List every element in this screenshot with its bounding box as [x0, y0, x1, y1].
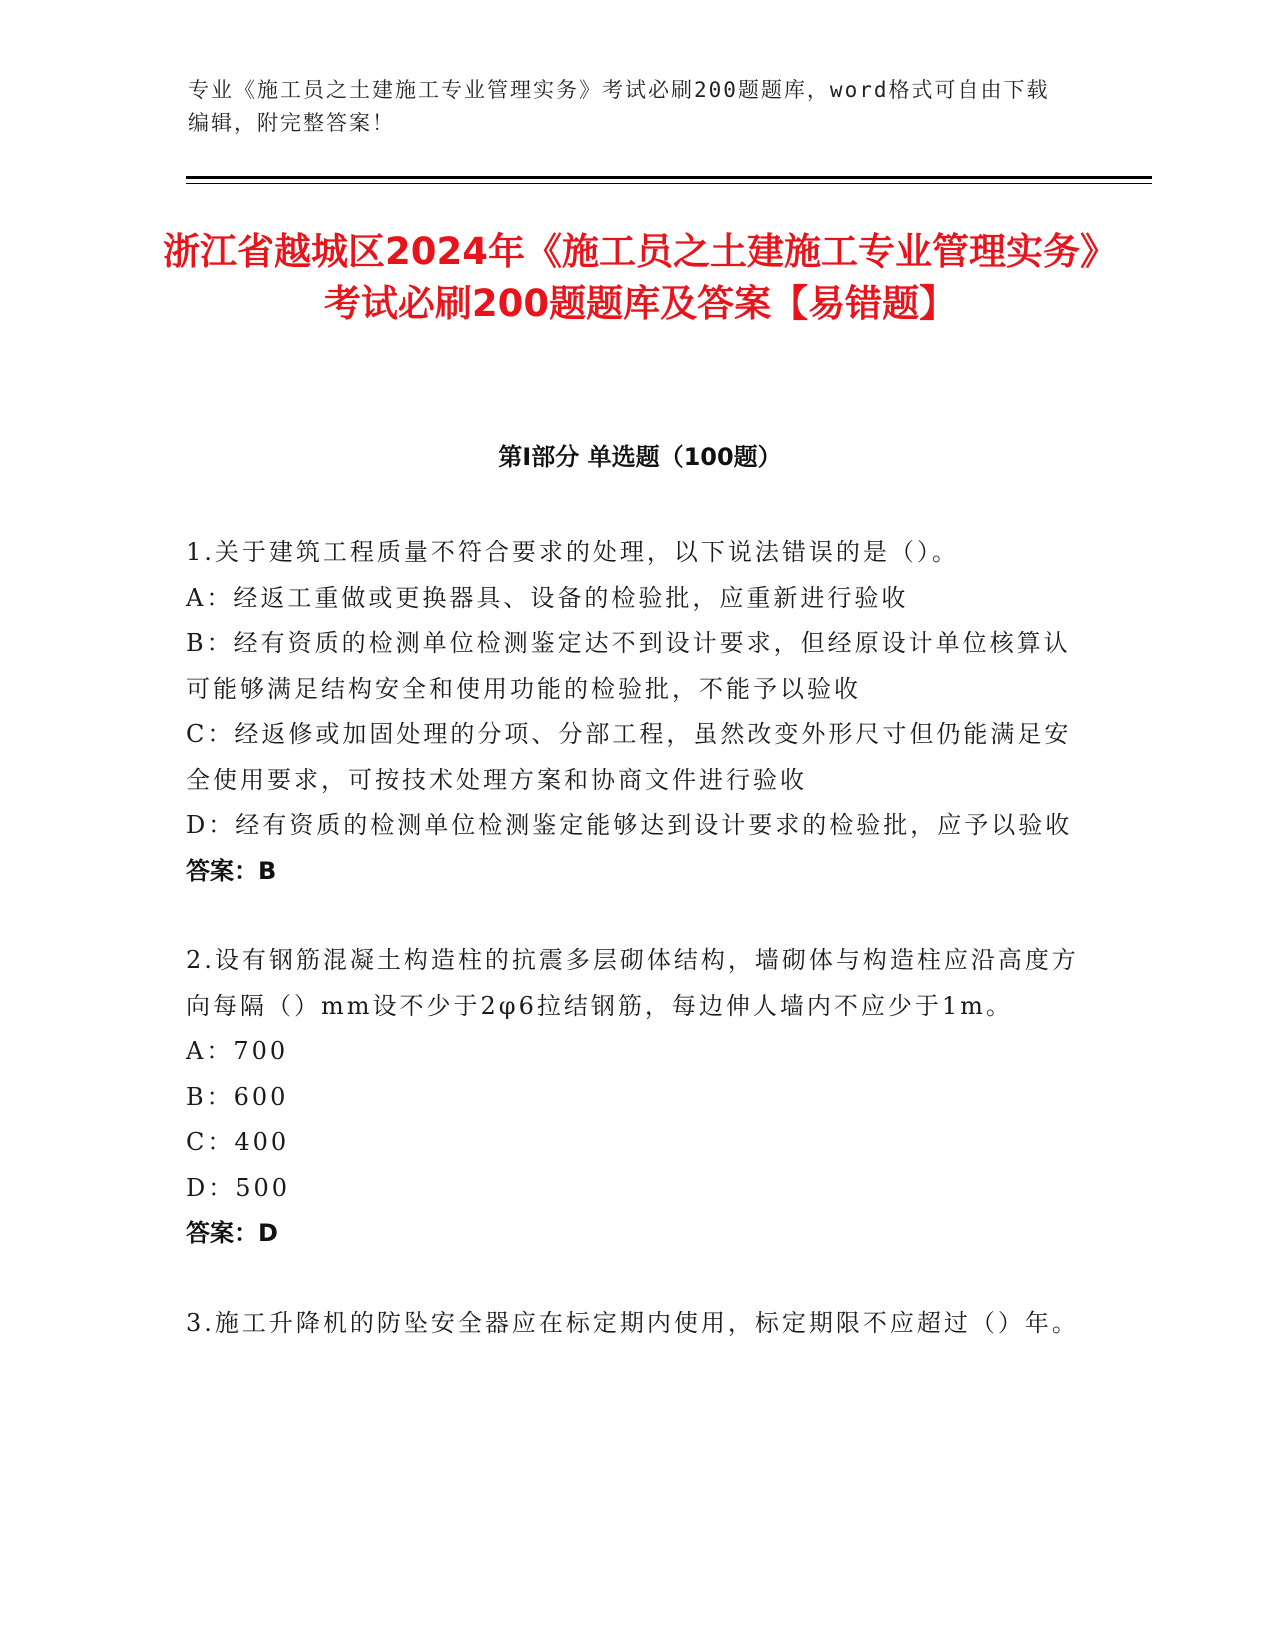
option-c: C：经返修或加固处理的分项、分部工程，虽然改变外形尺寸但仍能满足安全使用要求，可按技术处理方案和协商文件进行验收: [186, 720, 1072, 794]
option-b: B：经有资质的检测单位检测鉴定达不到设计要求，但经原设计单位核算认可能够满足结构安全和使用功能的检验批，不能予以验收: [186, 629, 1071, 703]
question-stem: 3.施工升降机的防坠安全器应在标定期内使用，标定期限不应超过（）年。: [186, 1308, 1079, 1337]
option-c: C：400: [186, 1128, 290, 1156]
option-d: D：经有资质的检测单位检测鉴定能够达到设计要求的检验批，应予以验收: [186, 811, 1073, 839]
question-2: [186, 938, 1086, 1257]
document-title: 浙江省越城区2024年《施工员之土建施工专业管理实务》考试必刷200题题库及答案【易错题】: [163, 230, 1117, 325]
question-stem: 2.设有钢筋混凝土构造柱的抗震多层砌体结构，墙砌体与构造柱应沿高度方向每隔（）mm设不少于2φ6拉结钢筋，每边伸人墙内不应少于1m。: [186, 946, 1079, 1020]
question-list: [186, 530, 1086, 1390]
document-header-note: 专业《施工员之土建施工专业管理实务》考试必刷200题题库，word格式可自由下载编辑，附完整答案！: [188, 78, 1050, 135]
option-d: D：500: [186, 1173, 291, 1202]
option-b: B：600: [186, 1082, 289, 1111]
option-a: A：700: [186, 1037, 289, 1065]
question-1: [186, 530, 1086, 894]
section-heading: 第Ⅰ部分 单选题（100题）: [498, 443, 782, 471]
answer-text: 答案：D: [186, 1219, 278, 1247]
header-divider-thick: [186, 176, 1152, 179]
answer-text: 答案：B: [186, 856, 277, 885]
question-3: [186, 1301, 1086, 1347]
header-divider-thin: [186, 183, 1152, 184]
option-a: A：经返工重做或更换器具、设备的检验批，应重新进行验收: [186, 583, 909, 612]
question-stem: 1.关于建筑工程质量不符合要求的处理，以下说法错误的是（）。: [186, 538, 959, 566]
